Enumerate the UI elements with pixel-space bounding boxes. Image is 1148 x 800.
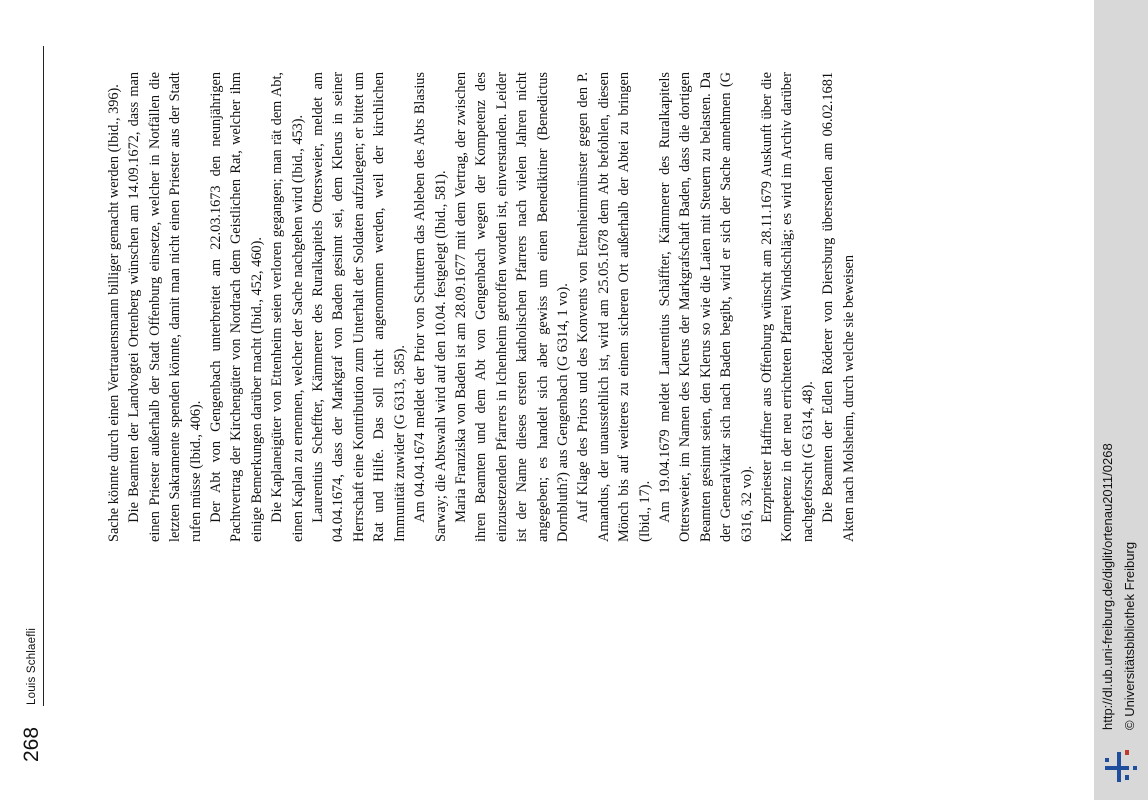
logo-block — [1105, 758, 1109, 762]
logo-block — [1125, 750, 1129, 755]
paragraph: Die Beamten der Edlen Röderer von Diersburg übersenden am 06.02.1681 Akten nach Molsheim, durch welche sie beweisen — [820, 72, 857, 542]
paragraph: Am 19.04.1679 meldet Laurentius Schäffter, Kämmerer des Ruralkapitels Ottersweier, im Namen des Klerus der Markgrafschaft Baden, dass die dortigen Beamten gesinnt seien, den Klerus so wie die Laien mit Steuern zu belasten. Da der Generalvikar sich nach Baden begibt, wird er sich der Sache annehmen (G 6316, 32 vo). — [656, 72, 755, 542]
paragraph: Maria Franziska von Baden ist am 28.09.1677 mit dem Vertrag, der zwischen ihren Beamten und dem Abt von Gengenbach wegen der Kompetenz des einzusetzenden Pfarrers in Ichenheim getroffen worden ist, einverstanden. Leider ist der Name dieses ersten katholischen Pfarrers nach vielen Jahren nicht angegeben; es handelt sich aber gewiss um einen Benediktiner (Benedictus Dornbluth?) aus Gengenbach (G 6314, 1 vo). — [452, 72, 571, 542]
page-number: 268 — [20, 726, 43, 762]
paragraph: Die Beamten der Landvogtei Ortenberg wünschen am 14.09.1672, dass man einen Priester außerhalb der Stadt Offenburg einsetze, welcher in Notfällen die letzten Sakramente spenden könnte, damit man nicht einen Priester aus der Stadt rufen müsse (Ibid., 406). — [126, 72, 204, 542]
logo-block — [1117, 752, 1121, 782]
body-text — [104, 72, 859, 542]
sidebar-rotated-text — [1094, 0, 1148, 800]
paragraph: Laurentius Scheffter, Kämmerer des Ruralkapitels Ottersweier, meldet am 04.04.1674, dass der Markgraf von Baden gesinnt sei, dem Klerus in seiner Herrschaft eine Kontribution zum Unterhalt der Soldaten aufzulegen; er bittet um Rat und Hilfe. Das soll nicht angenommen werden, weil der kirchlichen Immunität zuwider (G 6313, 585). — [310, 72, 408, 542]
copyright-notice: © Universitätsbibliothek Freiburg — [1122, 541, 1137, 730]
logo-block — [1125, 775, 1129, 780]
running-head: Louis Schlaefli — [26, 627, 38, 705]
ub-freiburg-logo-icon — [1098, 744, 1144, 790]
paragraph: Sache könnte durch einen Vertrauensmann billiger gemacht werden (Ibid., 396). — [106, 84, 122, 542]
paragraph: Der Abt von Gengenbach unterbreitet am 22.03.1673 den neunjährigen Pachtvertrag der Kirchengüter von Nordrach dem Geistlichen Rat, welcher ihm einige Bemerkungen darüber macht (Ibid., 452, 460). — [208, 72, 265, 542]
paragraph: Die Kaplaneigüter von Ettenheim seien verloren gegangen; man rät dem Abt, einen Kaplan zu ernennen, welcher der Sache nachgehen wird (Ibid., 453). — [269, 72, 306, 542]
header-divider — [43, 46, 44, 706]
paragraph: Erzpriester Haffner aus Offenburg wünscht am 28.11.1679 Auskunft über die Kompetenz in der neu errichteten Pfarrei Windschläg; es wird im Archiv darüber nachgeforscht (G 6314, 48). — [759, 72, 816, 542]
page-header — [10, 22, 64, 762]
paragraph: Auf Klage des Priors und des Konvents von Ettenheimmünster gegen den P. Amandus, der unausstehlich ist, wird am 25.05.1678 dem Abt befohlen, diesen Mönch bis auf weiteres zu einem sicheren Ort außerhalb der Abtei zu bringen (Ibid., 17). — [575, 72, 653, 542]
source-url-link[interactable]: http://dl.ub.uni-freiburg.de/diglit/ortenau2011/0268 — [1100, 443, 1115, 730]
paragraph: Am 04.04.1674 meldet der Prior von Schuttern das Ableben des Abts Blasius Sarway; die Abtswahl wird auf den 10.04. festgelegt (Ibid., 581). — [412, 72, 449, 542]
library-sidebar — [1094, 0, 1148, 800]
logo-block — [1133, 766, 1137, 770]
